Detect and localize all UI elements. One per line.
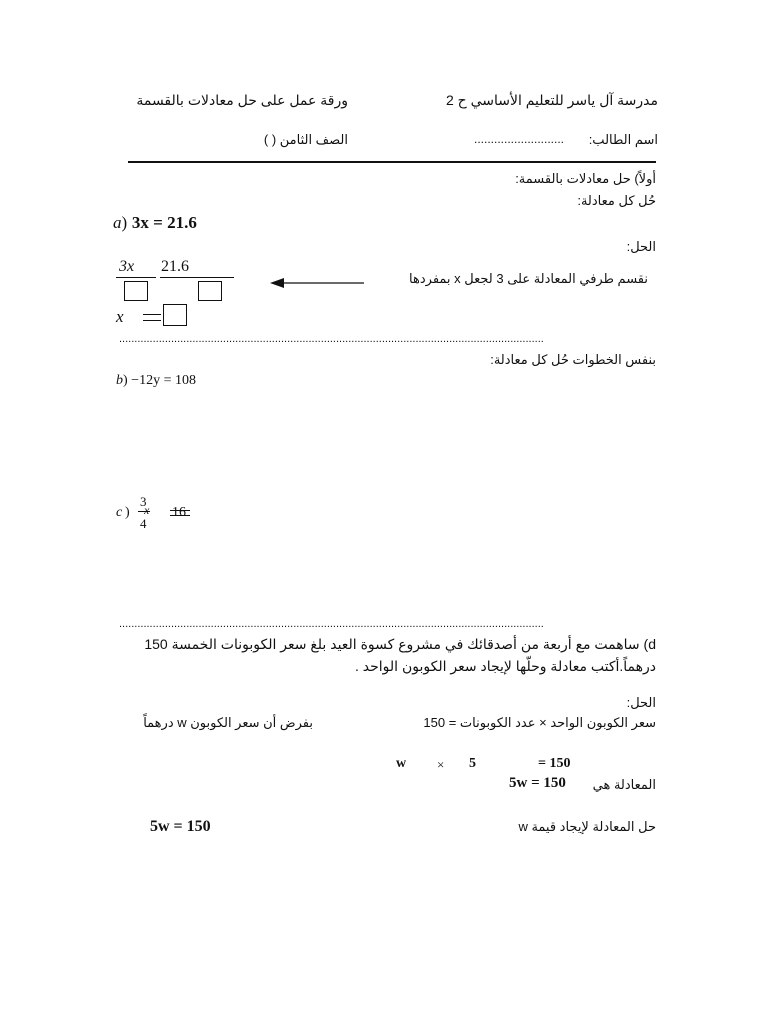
section-heading: أولاً) حل معادلات بالقسمة: xyxy=(515,171,656,186)
worksheet-title: ورقة عمل على حل معادلات بالقسمة xyxy=(136,92,348,108)
problem-d-label: d) xyxy=(643,636,656,652)
equation-label: المعادلة هي xyxy=(592,777,656,792)
grade-label: الصف الثامن ( ) xyxy=(263,132,348,147)
student-name-field[interactable]: ........................... xyxy=(474,132,565,146)
question-b-equation: −12y = 108 xyxy=(131,373,196,388)
solve-label: حل المعادلة لإيجاد قيمة w xyxy=(518,819,656,834)
separator-2: ........................................................................................................................................... xyxy=(119,618,544,630)
step-numerator-right: 21.6 xyxy=(161,258,189,275)
equation-5w: 5w = 150 xyxy=(509,775,566,791)
sub-5: 5 xyxy=(469,756,476,771)
instruction: حُل كل معادلة: xyxy=(577,193,656,208)
frac-numerator: 3 xyxy=(140,494,147,509)
fraction-bar-left xyxy=(116,277,156,278)
header-divider xyxy=(128,161,656,163)
equals-stroke-2 xyxy=(170,515,190,516)
problem-d-line1: ساهمت مع أربعة من أصدقائك في مشروع كسوة العيد بلغ سعر الكوبونات الخمسة 150 xyxy=(144,636,640,652)
step-numerator-left: 3x xyxy=(119,258,135,275)
question-a: a) 3x = 21.6 xyxy=(113,213,197,232)
question-c-variable: x xyxy=(144,503,150,517)
question-c-label: c xyxy=(116,505,123,520)
answer-box-a[interactable] xyxy=(163,304,187,326)
student-name-label: اسم الطالب: xyxy=(588,132,658,147)
frac-denominator: 4 xyxy=(140,516,147,531)
question-a-equation: 3x = 21.6 xyxy=(131,213,197,232)
sub-equals-150: = 150 xyxy=(538,756,571,771)
sub-w: w xyxy=(396,756,407,771)
question-c: c ) 3 4 x 16 xyxy=(116,494,236,534)
same-steps-instruction: بنفس الخطوات حُل كل معادلة: xyxy=(490,352,656,367)
question-b-label: b xyxy=(116,373,123,388)
equals-stroke-1 xyxy=(170,510,190,511)
separator-1: ........................................................................................................................................... xyxy=(119,333,544,345)
result-variable: x xyxy=(116,307,124,326)
solve-equation: 5w = 150 xyxy=(150,818,211,835)
arrow-note: نقسم طرفي المعادلة على 3 لجعل x بمفردها xyxy=(409,271,648,286)
question-c-rhs: 16 xyxy=(172,505,186,520)
solution-label-a: الحل: xyxy=(626,239,656,254)
question-a-label: a xyxy=(113,213,122,232)
solution-label-d: الحل: xyxy=(626,695,656,710)
question-b: b) −12y = 108 xyxy=(116,373,196,388)
verbal-equation: سعر الكوبون الواحد × عدد الكوبونات = 150 xyxy=(423,715,656,730)
denominator-box-right[interactable] xyxy=(198,281,222,301)
assumption: بفرض أن سعر الكوبون w درهماً xyxy=(143,715,313,730)
left-arrow-icon xyxy=(270,276,366,290)
denominator-box-left[interactable] xyxy=(124,281,148,301)
sub-times: × xyxy=(437,757,445,772)
problem-d-text-line2: درهماً.أكتب معادلة وحلّها لإيجاد سعر الكوبون الواحد . xyxy=(355,658,656,674)
school-name: مدرسة آل ياسر للتعليم الأساسي ح 2 xyxy=(445,92,658,108)
equals-sign-bottom xyxy=(143,320,161,321)
problem-d-text-line1 xyxy=(144,636,656,653)
equals-sign-top xyxy=(143,314,161,315)
fraction-bar-right xyxy=(160,277,234,278)
